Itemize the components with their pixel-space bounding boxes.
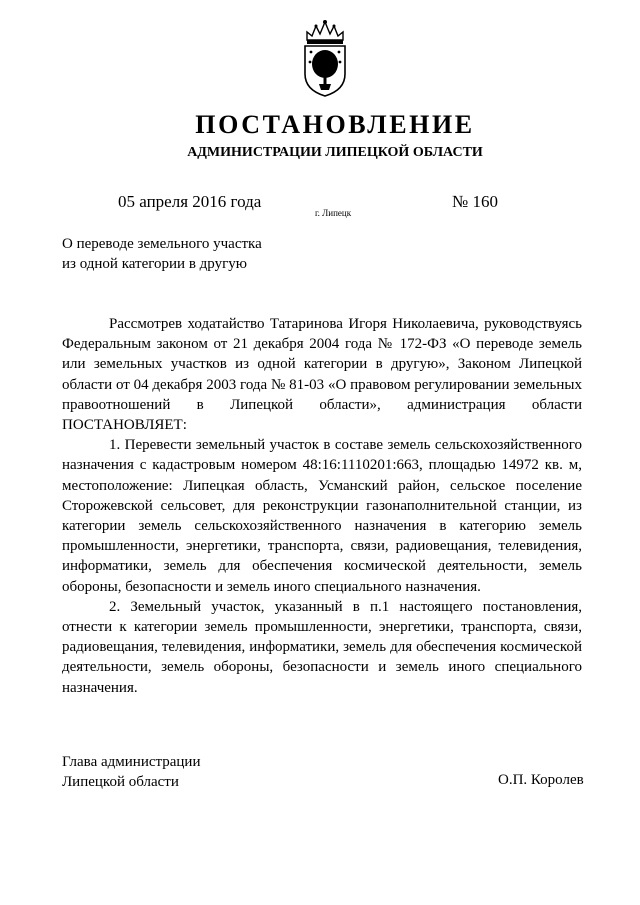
document-city: г. Липецк bbox=[315, 208, 352, 218]
subject-line: из одной категории в другую bbox=[62, 256, 247, 272]
document-date: 05 апреля 2016 года bbox=[118, 192, 262, 211]
resolution-item-1: 1. Перевести земельный участок в составе земель сельскохозяйственного назначения с кадастровым номером 48:16:1110201:663, площадью 14972 кв. м, местоположение: Липецкая область, Усманский район, сельское поселение Сторожевской сельсовет, для реконструкции газонаполнительной станции, из категории земель сельскохозяйственного назначения в категорию земель промышленности, энергетики, транспорта, связи, радиовещания, телевидения, информатики, земель для обеспечения космической деятельности, земель обороны, безопасности и земель иного специального назначения. bbox=[62, 437, 582, 595]
signatory-name: О.П. Королев bbox=[498, 772, 584, 788]
subject-line: О переводе земельного участка bbox=[62, 236, 262, 252]
coat-of-arms-icon bbox=[299, 18, 351, 98]
document-title: ПОСТАНОВЛЕНИЕ bbox=[195, 110, 475, 139]
signatory-position bbox=[62, 752, 200, 792]
signatory-position-line: Глава администрации bbox=[62, 754, 201, 770]
resolution-item-2: 2. Земельный участок, указанный в п.1 настоящего постановления, отнести к категории земель промышленности, энергетики, транспорта, связи, радиовещания, телевидения, информатики, земель для обеспечения космической деятельности, земель обороны, безопасности и земель иного специального назначения. bbox=[62, 598, 582, 696]
preamble-paragraph: Рассмотрев ходатайство Татаринова Игоря Николаевича, руководствуясь Федеральным законом от 21 декабря 2004 года № 172-ФЗ «О переводе земель или земельных участков из одной категории в другую», Законом Липецкой области от 04 декабря 2003 года № 81-03 «О правовом регулировании земельных правоотношений в Липецкой области», администрация области ПОСТАНОВЛЯЕТ: bbox=[62, 316, 582, 434]
document-number: № 160 bbox=[452, 192, 498, 211]
document-body bbox=[62, 314, 582, 698]
document-subject bbox=[62, 234, 262, 274]
issuing-authority: АДМИНИСТРАЦИИ ЛИПЕЦКОЙ ОБЛАСТИ bbox=[187, 145, 483, 160]
signatory-position-line: Липецкой области bbox=[62, 774, 179, 790]
